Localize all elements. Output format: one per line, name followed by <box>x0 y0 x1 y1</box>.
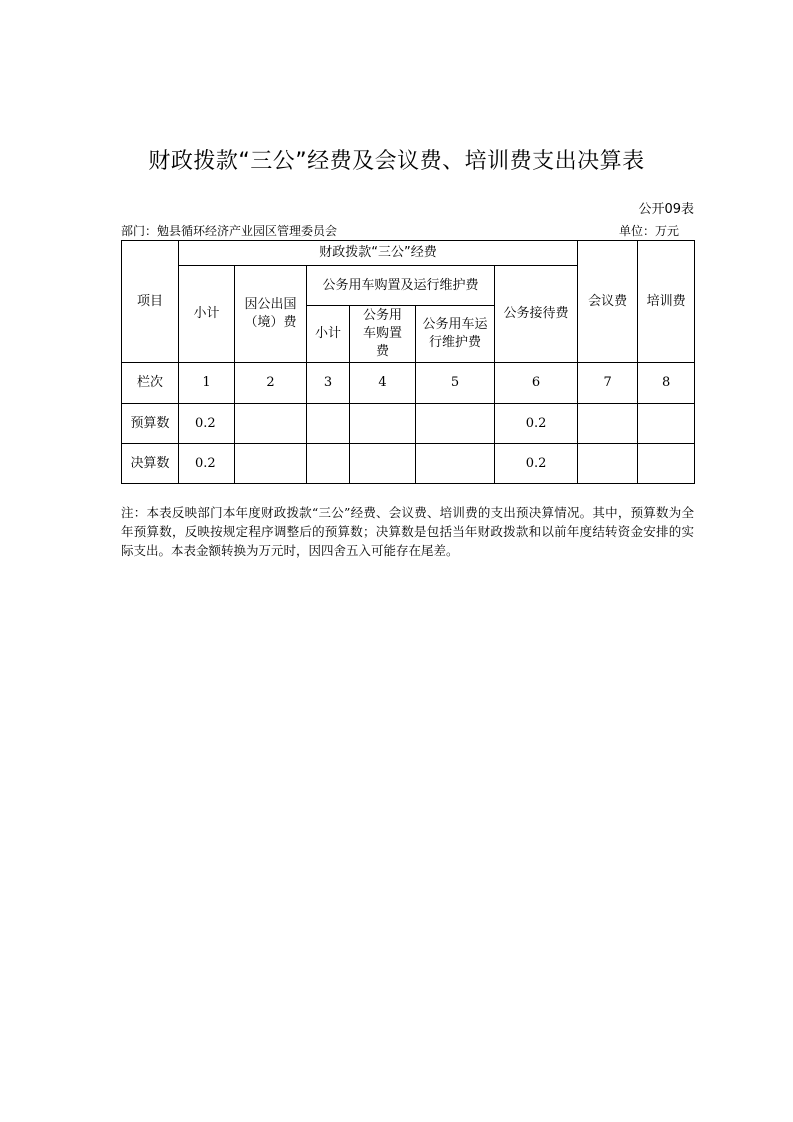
header-reception: 公务接待费 <box>495 266 578 363</box>
table-cell <box>578 444 638 484</box>
table-cell: 0.2 <box>179 444 235 484</box>
row-label-budget: 预算数 <box>122 404 179 444</box>
header-vehicle-operation: 公务用车运行维护费 <box>416 306 495 363</box>
unit-label: 单位：万元 <box>618 224 679 238</box>
column-number: 7 <box>578 363 638 404</box>
table-cell <box>638 444 695 484</box>
table-cell <box>578 404 638 444</box>
column-number: 3 <box>307 363 350 404</box>
header-vehicle-purchase: 公务用车购置费 <box>350 306 416 363</box>
column-number: 4 <box>350 363 416 404</box>
header-subtotal: 小计 <box>179 266 235 363</box>
table-cell <box>307 404 350 444</box>
header-three-public-group: 财政拨款“三公”经费 <box>179 241 578 266</box>
table-cell <box>416 404 495 444</box>
column-number: 8 <box>638 363 695 404</box>
header-meeting: 会议费 <box>578 241 638 363</box>
form-number: 公开09表 <box>638 202 694 217</box>
department-label: 部门：勉县循环经济产业园区管理委员会 <box>121 224 338 238</box>
footnote: 注：本表反映部门本年度财政拨款“三公”经费、会议费、培训费的支出预决算情况。其中，预算数为全年预算数，反映按规定程序调整后的预算数；决算数是包括当年财政拨款和以前年度结转资金安排的实际支出。本表金额转换为万元时，因四舍五入可能存在尾差。 <box>121 505 694 558</box>
header-item: 项目 <box>122 241 179 363</box>
header-abroad: 因公出国（境）费 <box>235 266 307 363</box>
table-row-budget <box>122 404 695 444</box>
table-cell: 0.2 <box>495 404 578 444</box>
page-title: 财政拨款“三公”经费及会议费、培训费支出决算表 <box>148 149 645 174</box>
header-training: 培训费 <box>638 241 695 363</box>
table-cell <box>235 444 307 484</box>
table-row-final <box>122 444 695 484</box>
column-number: 5 <box>416 363 495 404</box>
table-cell <box>638 404 695 444</box>
row-label-column-index: 栏次 <box>122 363 179 404</box>
table-cell: 0.2 <box>179 404 235 444</box>
table-cell <box>235 404 307 444</box>
column-number: 1 <box>179 363 235 404</box>
column-number: 6 <box>495 363 578 404</box>
table-cell: 0.2 <box>495 444 578 484</box>
table-cell <box>307 444 350 484</box>
column-number: 2 <box>235 363 307 404</box>
row-label-final: 决算数 <box>122 444 179 484</box>
table-cell <box>350 404 416 444</box>
header-vehicle-subtotal: 小计 <box>307 306 350 363</box>
table-cell <box>350 444 416 484</box>
table-cell <box>416 444 495 484</box>
expenditure-table <box>121 240 695 484</box>
header-vehicle-group: 公务用车购置及运行维护费 <box>307 266 495 306</box>
